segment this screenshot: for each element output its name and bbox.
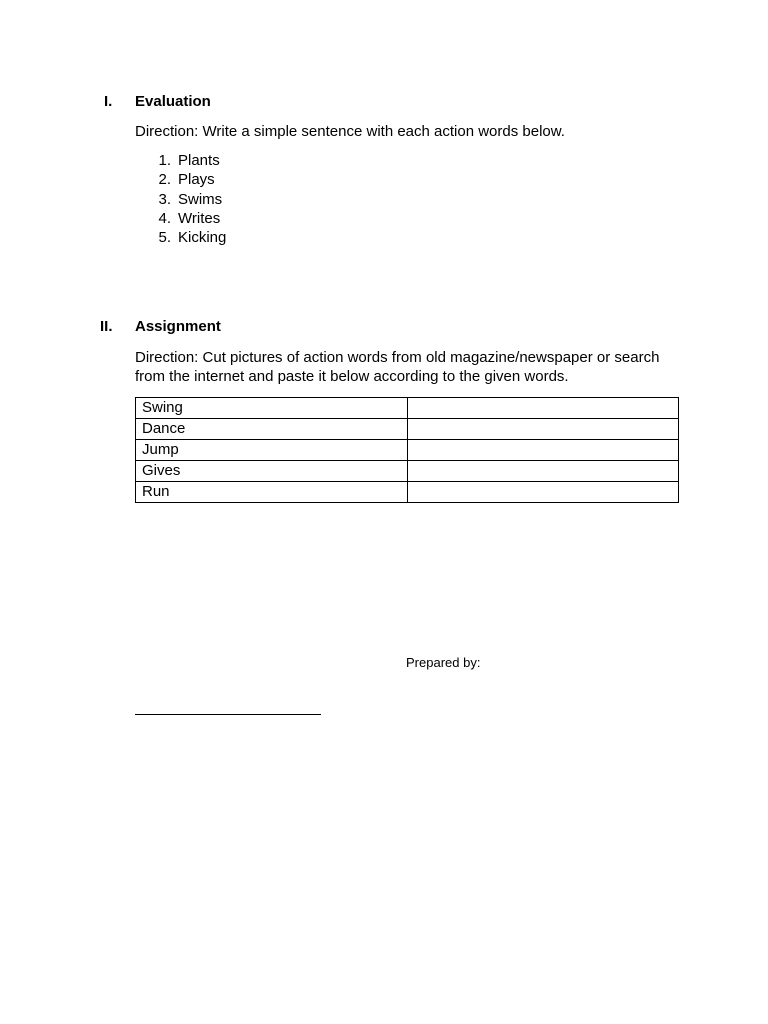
list-item-word: Kicking bbox=[178, 229, 227, 247]
action-word-cell: Dance bbox=[136, 419, 408, 440]
list-item bbox=[155, 190, 355, 209]
section-numeral-assignment: II. bbox=[100, 318, 113, 335]
action-word-cell: Gives bbox=[136, 461, 408, 482]
section-title-assignment: Assignment bbox=[135, 318, 221, 335]
action-word-cell: Swing bbox=[136, 398, 408, 419]
section-title-evaluation: Evaluation bbox=[135, 93, 211, 110]
action-word-cell: Run bbox=[136, 482, 408, 503]
action-word-cell: Jump bbox=[136, 440, 408, 461]
list-item-number: 3. bbox=[158, 190, 171, 208]
table-row bbox=[136, 419, 679, 440]
table-row bbox=[136, 398, 679, 419]
list-item-number: 5. bbox=[158, 229, 171, 247]
list-item-word: Swims bbox=[178, 190, 223, 208]
assignment-table bbox=[135, 397, 679, 503]
picture-cell[interactable] bbox=[408, 398, 679, 419]
prepared-by-label: Prepared by: bbox=[406, 655, 481, 670]
list-item-number: 2. bbox=[158, 171, 171, 189]
list-item bbox=[155, 170, 355, 189]
list-item-word: Plays bbox=[178, 171, 215, 189]
picture-cell[interactable] bbox=[408, 419, 679, 440]
list-item bbox=[155, 151, 355, 170]
picture-cell[interactable] bbox=[408, 461, 679, 482]
list-item-number: 1. bbox=[158, 152, 171, 169]
table-row bbox=[136, 482, 679, 503]
list-item bbox=[155, 228, 355, 247]
picture-cell[interactable] bbox=[408, 482, 679, 503]
table-row bbox=[136, 461, 679, 482]
list-item-number: 4. bbox=[158, 209, 171, 227]
list-item bbox=[155, 209, 355, 228]
signature-line bbox=[135, 714, 321, 715]
picture-cell[interactable] bbox=[408, 440, 679, 461]
list-item-word: Plants bbox=[178, 152, 220, 169]
evaluation-direction: Direction: Write a simple sentence with each action words below. bbox=[135, 123, 565, 140]
assignment-direction: Direction: Cut pictures of action words from old magazine/newspaper or search from the internet and paste it below according to the given words. bbox=[135, 349, 660, 385]
section-numeral-evaluation: I. bbox=[104, 93, 113, 110]
list-item-word: Writes bbox=[178, 209, 221, 227]
table-row bbox=[136, 440, 679, 461]
evaluation-word-list bbox=[155, 151, 355, 247]
